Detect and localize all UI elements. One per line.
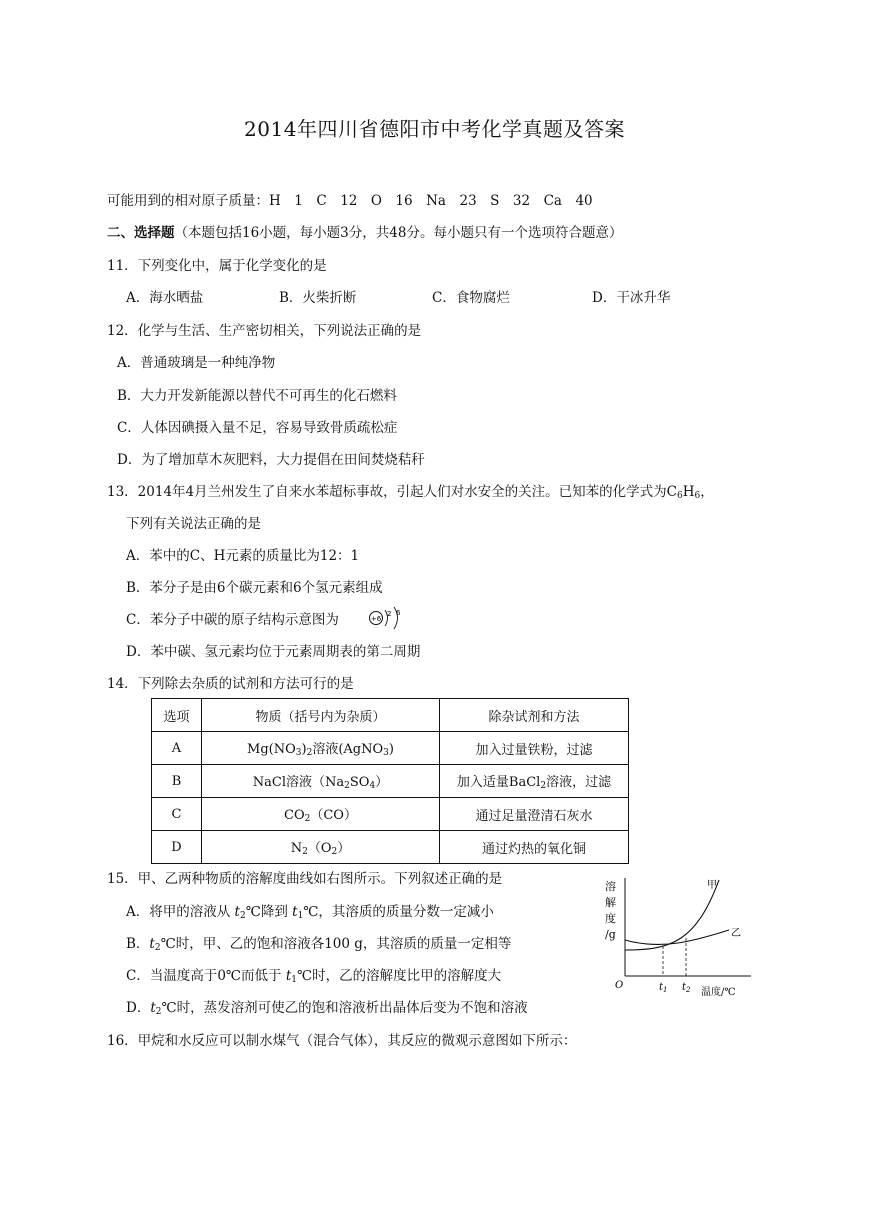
- q14-table: [151, 698, 629, 864]
- q15-stem: 15．甲、乙两种物质的溶解度曲线如右图所示。下列叙述正确的是: [107, 871, 503, 887]
- q13-stem-line1: 13．2014年4月兰州发生了自来水苯超标事故，引起人们对水安全的关注。已知苯的化学式为$C_6H_6$，: [107, 484, 714, 501]
- table-header-cell: 除杂试剂和方法: [440, 699, 629, 732]
- q15-option-c: C．当温度高于0℃而低于 $t_1℃$时，乙的溶解度比甲的溶解度大: [126, 968, 502, 985]
- atom-shell-2-count: 6: [396, 609, 401, 617]
- t1-label: $t_1$: [659, 982, 668, 994]
- q15-option-b: B．$t_2℃$时，甲、乙的饱和溶液各100 g，其溶质的质量一定相等: [126, 936, 512, 953]
- q11-stem: 11．下列变化中，属于化学变化的是: [107, 258, 327, 274]
- table-cell-substance: $Mg(NO_3)_2$溶液(AgNO$_3$): [202, 732, 440, 765]
- q11-option-a: A．海水晒盐: [126, 290, 204, 306]
- q13-stem-line2: 下列有关说法正确的是: [126, 516, 261, 532]
- table-row: [152, 798, 629, 831]
- q12-stem: 12．化学与生活、生产密切相关，下列说法正确的是: [107, 323, 422, 339]
- section-heading: 二、选择题: [107, 225, 175, 241]
- table-cell-method: 加入过量铁粉，过滤: [440, 732, 629, 765]
- x-axis-label: 温度/℃: [701, 987, 736, 998]
- y-axis-label: 解: [605, 896, 616, 909]
- t2-label: $t_2$: [682, 982, 691, 994]
- table-cell-option: D: [152, 831, 202, 864]
- q15-option-d: D．$t_2℃$时，蒸发溶剂可使乙的饱和溶液析出晶体后变为不饱和溶液: [126, 1000, 528, 1017]
- series-label-jia: 甲: [707, 880, 717, 891]
- table-cell-substance: NaCl溶液$(Na_2SO_4)$: [202, 765, 440, 798]
- q12-option-a: A．普通玻璃是一种纯净物: [117, 355, 276, 371]
- q13-option-d: D．苯中碳、氢元素均位于元素周期表的第二周期: [126, 644, 421, 660]
- carbon-atom-structure-diagram: [368, 604, 408, 632]
- q14-stem: 14．下列除去杂质的试剂和方法可行的是: [107, 676, 354, 692]
- q11-option-c: C．食物腐烂: [432, 290, 510, 306]
- y-axis-label: /g: [605, 928, 616, 941]
- q13-option-c: C．苯分子中碳的原子结构示意图为: [126, 612, 339, 628]
- q16-stem: 16．甲烷和水反应可以制水煤气（混合气体），其反应的微观示意图如下所示：: [107, 1033, 577, 1049]
- table-row: [152, 732, 629, 765]
- atomic-masses: 可能用到的相对原子质量：H 1 C 12 O 16 Na 23 S 32 Ca 40: [107, 193, 593, 209]
- curve-yi: [625, 930, 729, 945]
- page-title: 2014年四川省德阳市中考化学真题及答案: [244, 117, 625, 141]
- origin-label: O: [615, 980, 624, 991]
- q11-option-b: B．火柴折断: [279, 290, 357, 306]
- table-row: [152, 831, 629, 864]
- table-cell-method: 通过灼热的氧化铜: [440, 831, 629, 864]
- curve-jia: [625, 880, 719, 950]
- atom-nucleus-charge: +6: [370, 615, 382, 623]
- table-cell-method: 加入适量BaCl$_2$溶液，过滤: [440, 765, 629, 798]
- q13-option-a: A．苯中的C、H元素的质量比为12：1: [126, 548, 360, 564]
- q12-option-d: D．为了增加草木灰肥料，大力提倡在田间焚烧秸秆: [117, 452, 425, 468]
- solubility-curve-graph: [601, 872, 761, 1002]
- q11-option-d: D．干冰升华: [592, 290, 671, 306]
- table-header-cell: 物质（括号内为杂质）: [202, 699, 440, 732]
- table-cell-substance: $N_2(O_2)$: [202, 831, 440, 864]
- table-cell-substance: $CO_2(CO)$: [202, 798, 440, 831]
- table-cell-method: 通过足量澄清石灰水: [440, 798, 629, 831]
- table-row: [152, 765, 629, 798]
- q15-option-a: A．将甲的溶液从 $t_2℃$降到 $t_1℃$，其溶质的质量分数一定减小: [126, 904, 494, 921]
- section-header: [107, 224, 622, 242]
- y-axis-label: 溶: [605, 880, 616, 893]
- section-note: （本题包括16小题，每小题3分，共48分。每小题只有一个选项符合题意）: [174, 225, 623, 241]
- table-cell-option: B: [152, 765, 202, 798]
- table-header-row: [152, 699, 629, 732]
- atom-shell-1-count: 2: [387, 610, 392, 618]
- table-header-cell: 选项: [152, 699, 202, 732]
- table-cell-option: C: [152, 798, 202, 831]
- q12-option-b: B．大力开发新能源以替代不可再生的化石燃料: [117, 388, 397, 404]
- y-axis-label: 度: [605, 912, 616, 925]
- q12-option-c: C．人体因碘摄入量不足，容易导致骨质疏松症: [117, 420, 398, 436]
- q13-option-b: B．苯分子是由6个碳元素和6个氢元素组成: [126, 580, 383, 596]
- table-cell-option: A: [152, 732, 202, 765]
- series-label-yi: 乙: [731, 928, 741, 939]
